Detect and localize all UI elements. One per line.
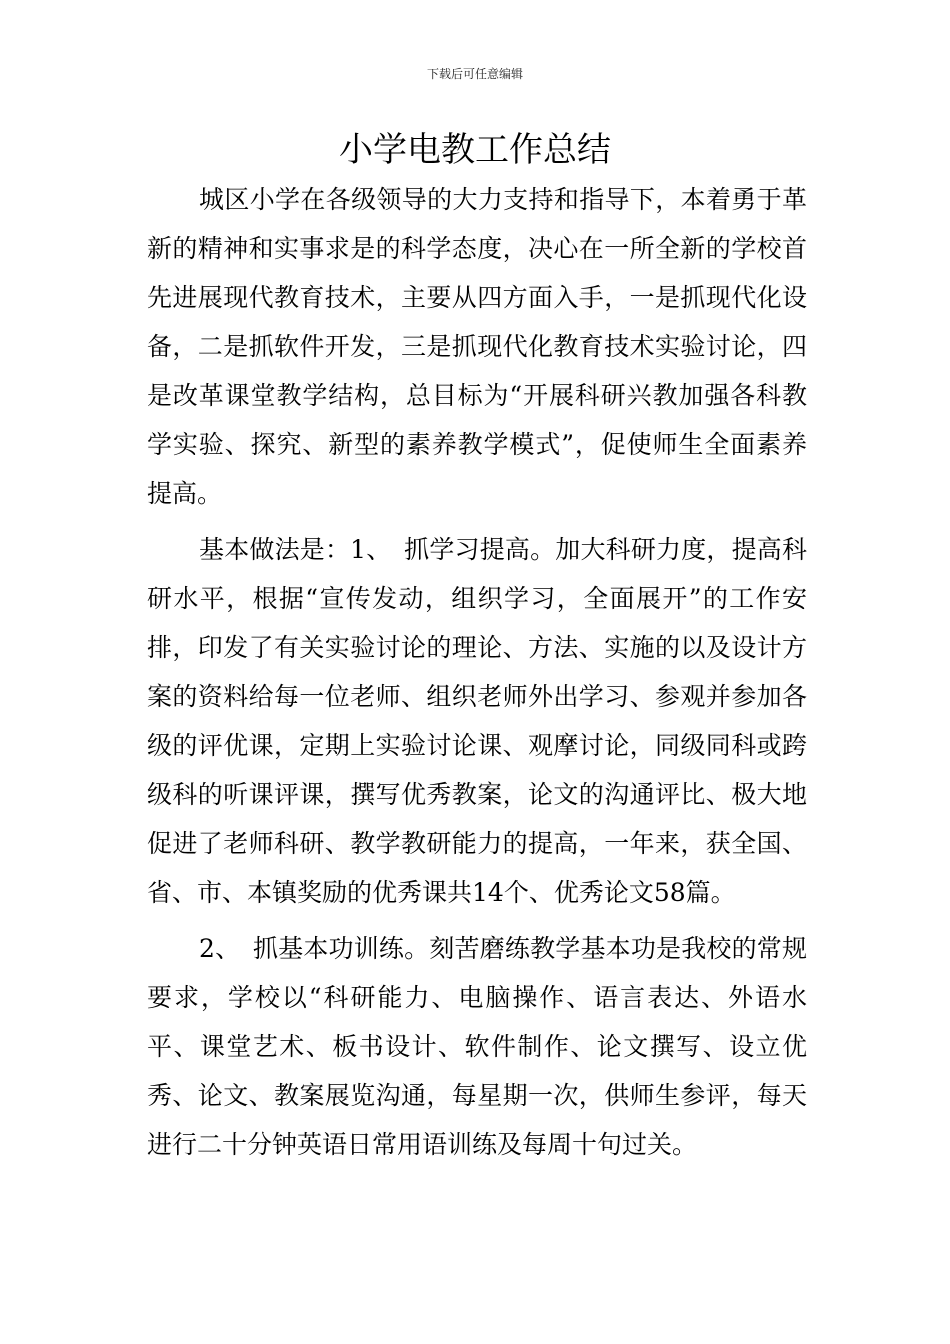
- paragraph-skill-training: 2、 抓基本功训练。刻苦磨练教学基本功是我校的常规要求，学校以“科研能力、电脑操作、语言表达、外语水平、课堂艺术、板书设计、软件制作、论文撰写、设立优秀、论文、教案展览沟通，每星期一次，供师生参评，每天进行二十分钟英语日常用语训练及每周十句过关。: [147, 934, 807, 1159]
- paragraph-intro: 城区小学在各级领导的大力支持和指导下，本着勇于革新的精神和实事求是的科学态度，决心在一所全新的学校首先进展现代教育技术，主要从四方面入手，一是抓现代化设备，二是抓软件开发，三是抓现代化教育技术实验讨论，四是改革课堂教学结构，总目标为“开展科研兴教加强各科教学实验、探究、新型的素养教学模式”，促使师生全面素养提高。: [147, 185, 807, 508]
- header-note: 下载后可任意编辑: [426, 67, 523, 81]
- paragraph-basic-method: 基本做法是：1、 抓学习提高。加大科研力度，提高科研水平，根据“宣传发动，组织学习，全面展开”的工作安排，印发了有关实验讨论的理论、方法、实施的以及设计方案的资料给每一位老师、组织老师外出学习、参观并参加各级的评优课，定期上实验讨论课、观摩讨论，同级同科或跨级科的听课评课，撰写优秀教案，论文的沟通评比、极大地促进了老师科研、教学教研能力的提高，一年来，获全国、省、市、本镇奖励的优秀课共14个、优秀论文58篇。: [147, 535, 807, 907]
- document-title: 小学电教工作总结: [339, 130, 611, 170]
- document-body: [147, 175, 807, 1169]
